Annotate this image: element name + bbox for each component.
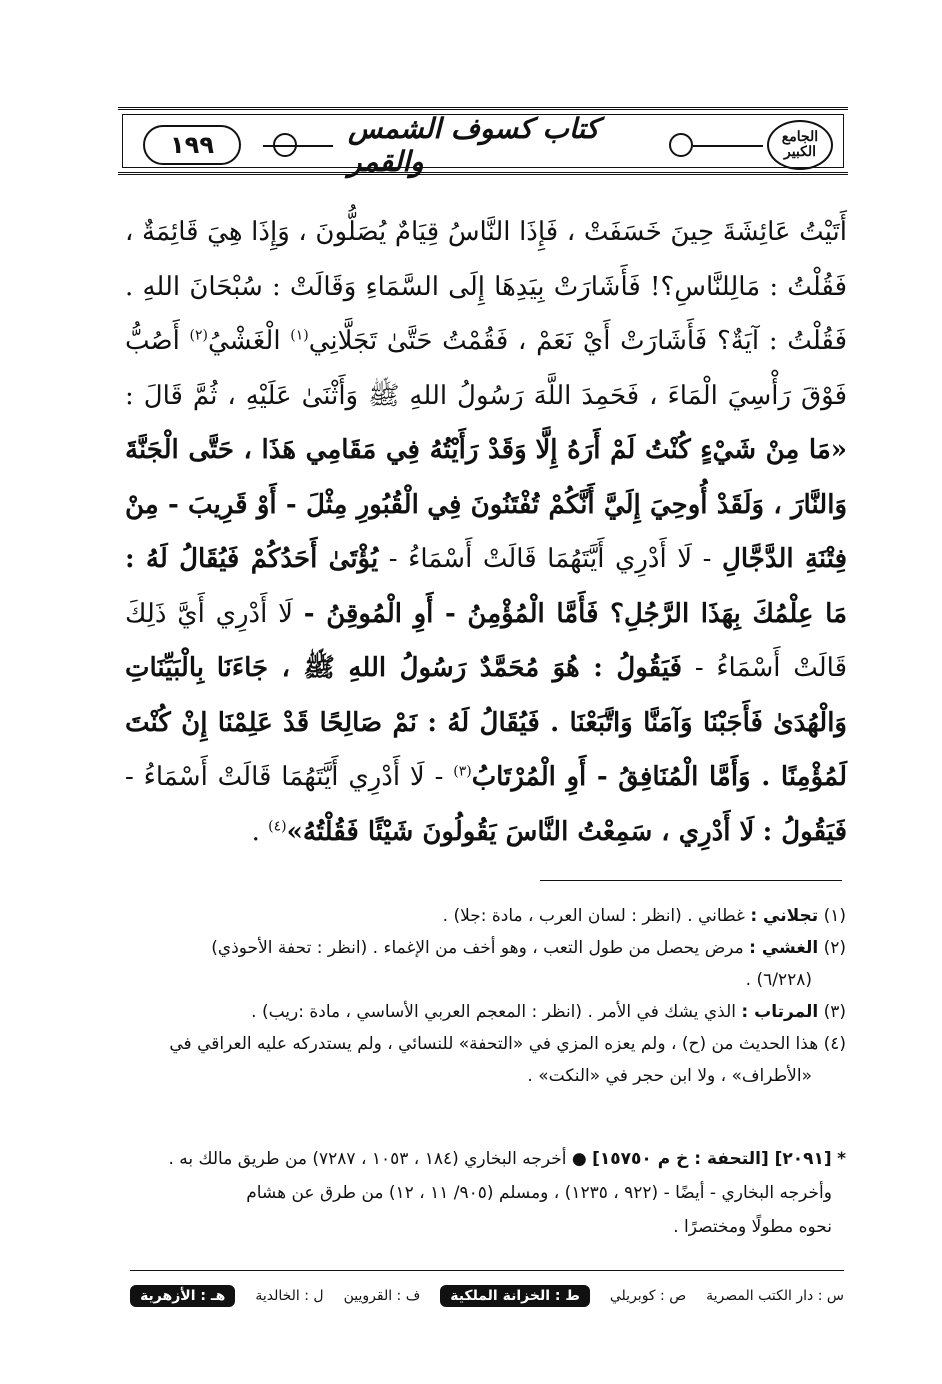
footnote-number: (٣) <box>823 1002 846 1022</box>
footnote-text: غطاني . (انظر : لسان العرب ، مادة :جلا) . <box>442 906 745 926</box>
page-header <box>118 107 848 178</box>
source-line-2: وأخرجه البخاري - أيضًا - (٩٢٢ ، ١٢٣٥) ، ومسلم (٩٠٥/ ١١ ، ١٢) من طرق عن هشام <box>246 1183 832 1203</box>
footnote-ref: (١) <box>290 327 309 344</box>
text-line: أَتَيْتُ عَائِشَةَ حِينَ خَسَفَتْ ، فَإِذَا النَّاسُ قِيَامٌ يُصَلُّونَ ، وَإِذَا هِيَ قَائِمَةٌ ، فَقُلْتُ : <box>125 217 848 302</box>
source-notes <box>130 1142 846 1244</box>
ornament-right-icon <box>669 133 693 157</box>
text-line: مَالِلنَّاسِ؟! فَأَشَارَتْ بِيَدِهَا إِلَى السَّمَاءِ وَقَالَتْ : سُبْحَانَ اللهِ . فَقُلْتُ : آيَةٌ؟ <box>125 271 848 356</box>
legend-item-highlighted: هـ : الأزهرية <box>130 1285 235 1307</box>
footnote-4-continued: «الأطراف» ، ولا ابن حجر في «النكت» . <box>527 1066 812 1086</box>
legend-item-highlighted: ط : الخزانة الملكية <box>440 1285 590 1307</box>
footnote-separator <box>540 880 842 881</box>
header-frame <box>122 112 844 178</box>
text-line: فَحَمِدَ اللَّهَ رَسُولُ اللهِ ﷺ وَأَثْنَىٰ عَلَيْهِ ، ثُمَّ قَالَ : <box>125 380 640 411</box>
source-line-1 <box>130 1142 846 1176</box>
footnote-number: (٢) <box>823 938 846 958</box>
hadith-quote: فَيَقُولُ : <box>762 816 847 847</box>
text-line: . <box>251 816 260 847</box>
hadith-quote: لَمُؤْمِنًا . وَأَمَّا الْمُنَافِقُ - أَوِ الْمُرْتَابُ <box>471 762 847 792</box>
text-line: فَأَشَارَتْ أَيْ نَعَمْ ، فَقُمْتُ حَتَّىٰ تَجَلَّانِي <box>308 326 708 356</box>
star-icon: * <box>837 1149 846 1169</box>
footnotes <box>130 900 846 1092</box>
footnote-2-continued: (٦/٢٢٨) . <box>745 970 812 990</box>
text-line: الْغَشْيُ <box>208 326 281 356</box>
legend-item: ل : الخالدية <box>255 1288 324 1304</box>
footnote-text: الذي يشك في الأمر . (انظر : المعجم العربي الأساسي ، مادة :ريب) . <box>251 1002 737 1022</box>
footnote-4 <box>130 1028 846 1060</box>
source-text: أخرجه البخاري (١٨٤ ، ١٠٥٣ ، ٧٢٨٧) من طريق مالك به . <box>168 1149 567 1169</box>
legend-item: ف : القرويين <box>343 1288 421 1304</box>
hadith-quote: الْقُبُورِ مِثْلَ - أَوْ قَرِيبَ - مِنْ فِتْنَةِ الدَّجَّالِ <box>125 489 848 574</box>
footnote-number: (٤) <box>823 1034 846 1054</box>
hadith-text <box>125 205 847 859</box>
footnote-term: المرتاب : <box>741 1002 819 1022</box>
footnote-ref: (٤) <box>268 817 287 834</box>
narrator-note: - لَا أَدْرِي أَيَّتَهُمَا قَالَتْ أَسْمَاءُ - <box>125 762 444 792</box>
legend-separator <box>130 1270 844 1271</box>
hadith-quote: وَقَدْ رَأَيْتُهُ فِي مَقَامِي هَذَا ، حَتَّى الْجَنَّةَ وَالنَّارَ ، وَلَقَدْ أُوحِيَ إِلَيَّ أَنَّكُمْ تُفْتَنُونَ فِي <box>125 435 848 520</box>
footnote-1 <box>130 900 846 932</box>
hadith-quote: لَا أَدْرِي ، سَمِعْتُ النَّاسَ يَقُولُونَ شَيْئًا فَقُلْتُهُ» <box>286 816 755 847</box>
narrator-note: لَا أَدْرِي أَيَّ ذَلِكَ قَالَتْ أَسْمَاءُ - <box>125 598 848 683</box>
legend-item: ص : كوبريلي <box>609 1288 687 1304</box>
chapter-title: كتاب كسوف الشمس والقمر <box>348 121 678 169</box>
legend-item: س : دار الكتب المصرية <box>706 1288 844 1304</box>
footnote-text: هذا الحديث من (ح) ، ولم يعزه المزي في «التحفة» للنسائي ، ولم يستدركه عليه العراقي في <box>169 1034 819 1054</box>
hadith-quote: يُؤْتَىٰ أَحَدُكُمْ فَيُقَالُ لَهُ : مَا عِلْمُكَ بِهَذَا الرَّجُلِ؟ فَأَمَّا الْمُؤْمِنُ - أَوِ الْمُوقِنُ - <box>125 544 847 629</box>
source-line-3: نحوه مطولًا ومختصرًا . <box>673 1217 832 1237</box>
hadith-quote: فَيَقُولُ : هُوَ مُحَمَّدٌ رَسُولُ اللهِ ﷺ ، جَاءَنَا <box>216 653 683 683</box>
bullet-icon: ● <box>571 1149 587 1169</box>
hadith-quote: بِالْبَيِّنَاتِ وَالْهُدَىٰ فَأَجَبْنَا وَآمَنَّا وَاتَّبَعْنَا . فَيُقَالُ لَهُ : نَمْ صَالِحًا قَدْ عَلِمْنَا إِنْ كُنْتَ <box>125 653 847 738</box>
footnote-term: تجلاني : <box>750 906 819 926</box>
hadith-reference: [٢٠٩١] [التحفة : خ م ١٥٧٥٠] <box>592 1149 832 1169</box>
manuscript-legend <box>130 1280 844 1312</box>
footnote-number: (١) <box>823 906 846 926</box>
footnote-2 <box>130 932 846 964</box>
footnote-ref: (٣) <box>453 763 472 780</box>
page-number: ١٩٩ <box>143 125 241 165</box>
footnote-text: مرض يحصل من طول التعب ، وهو أخف من الإغماء . (انظر : تحفة الأحوذي) <box>211 938 744 958</box>
footnote-ref: (٢) <box>189 327 209 344</box>
hadith-quote: «مَا مِنْ شَيْءٍ كُنْتُ لَمْ أَرَهُ إِلَّا <box>535 435 847 465</box>
book-logo: الجامع الكبير <box>767 120 833 170</box>
footnote-3 <box>130 996 846 1028</box>
text-line: أَصُبُّ فَوْقَ رَأْسِيَ الْمَاءَ ، <box>125 326 848 411</box>
footnote-term: الغشي : <box>749 938 819 958</box>
narrator-note: - لَا أَدْرِي أَيَّتَهُمَا قَالَتْ أَسْمَاءُ - <box>388 544 712 574</box>
